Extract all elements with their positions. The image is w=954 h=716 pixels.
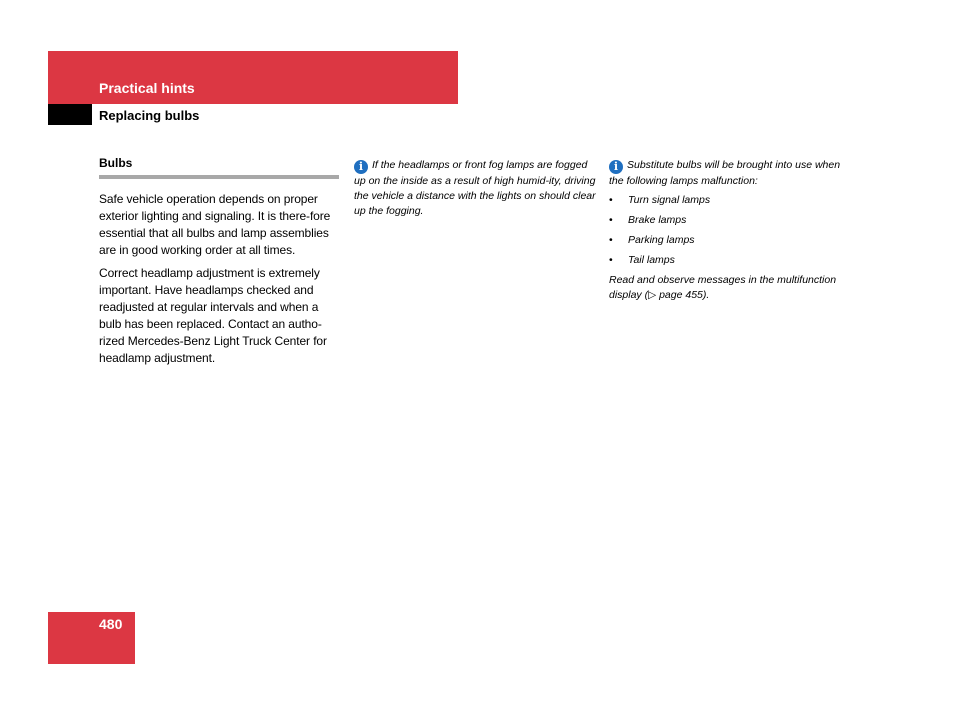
paragraph-headlamp-adjustment: Correct headlamp adjustment is extremely important. Have headlamps checked and readjusted at regular intervals and when a bulb has been replaced. Contact an autho-rized Mercedes-Benz Light Truck Center for headlamp adjustment.: [99, 266, 327, 365]
fogging-note: [354, 158, 596, 219]
heading-rule: [99, 175, 339, 179]
lamp-list: [609, 193, 854, 267]
bullet: •: [609, 254, 613, 266]
list-item: • Turn signal lamps: [609, 194, 711, 206]
list-item: • Brake lamps: [609, 214, 687, 226]
column-bulbs: [99, 156, 339, 367]
substitute-bulbs-note: [609, 158, 854, 189]
column-substitute-bulbs: [609, 158, 854, 303]
info-icon: i: [354, 160, 368, 174]
fogging-note-text: If the headlamps or front fog lamps are fogged up on the inside as a result of high humid-ity, driving the vehicle a distance with the lights on should clear up the fogging.: [354, 159, 596, 217]
column-fogging-note: [354, 158, 596, 219]
list-item: • Tail lamps: [609, 254, 675, 266]
chapter-tab-marker: [48, 104, 92, 125]
page-number: 480: [99, 616, 123, 632]
bullet: •: [609, 234, 613, 246]
section-title: Practical hints: [99, 80, 195, 96]
list-item: • Parking lamps: [609, 234, 695, 246]
multifunction-display-note: Read and observe messages in the multifunction display (▷ page 455).: [609, 274, 837, 301]
info-icon: i: [609, 160, 623, 174]
bullet: •: [609, 194, 613, 206]
paragraph-safe-operation: Safe vehicle operation depends on proper exterior lighting and signaling. It is there-fore essential that all bulbs and lamp assemblies are in good working order at all times.: [99, 192, 331, 257]
substitute-bulbs-note-text: Substitute bulbs will be brought into use when the following lamps malfunction:: [609, 159, 841, 187]
header-band: [48, 51, 458, 104]
subsection-title: Replacing bulbs: [99, 108, 200, 123]
bulbs-heading: Bulbs: [99, 156, 133, 170]
bullet: •: [609, 214, 613, 226]
